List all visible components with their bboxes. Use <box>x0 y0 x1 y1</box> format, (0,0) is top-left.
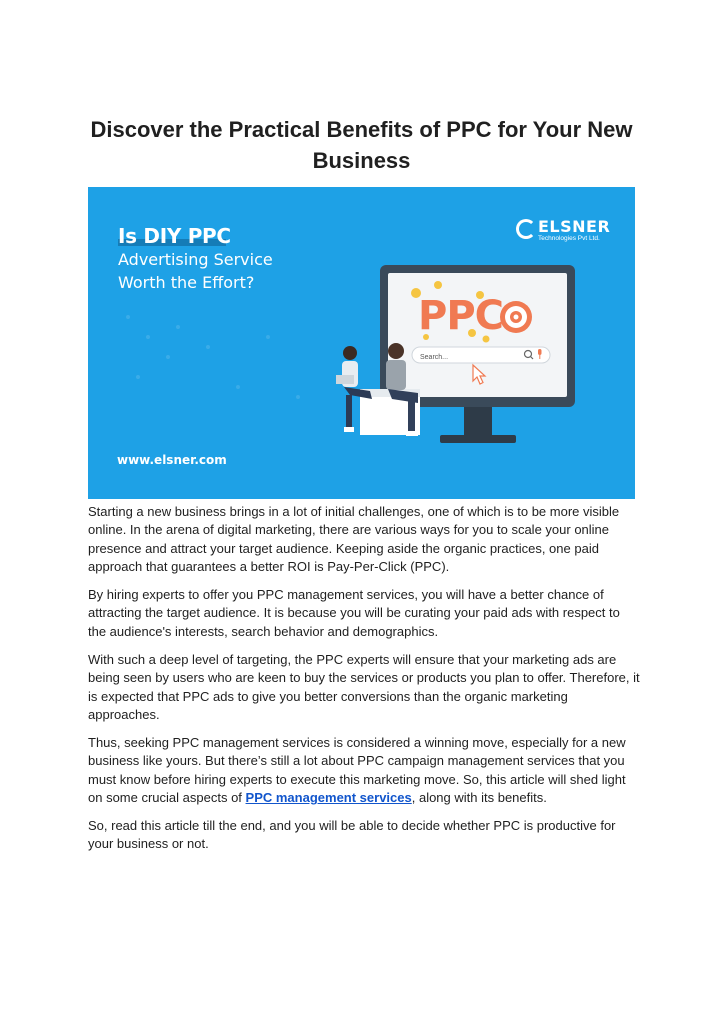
search-placeholder: Search... <box>420 354 449 361</box>
paragraph-winning-move <box>88 734 640 808</box>
brand-name: ELSNER <box>538 217 611 236</box>
hero-subline-1: Advertising Service <box>118 250 273 269</box>
hero-url: www.elsner.com <box>117 453 227 467</box>
hero-headline: Is DIY PPC <box>118 224 231 248</box>
hero-banner <box>88 187 635 499</box>
brand-tagline: Technologies Pvt Ltd. <box>538 235 600 242</box>
monitor-stand <box>440 435 516 443</box>
target-icon <box>500 301 532 333</box>
hero-subline-2: Worth the Effort? <box>118 273 255 292</box>
brand-mark-icon <box>516 219 536 239</box>
ppc-graphic-text: PPC <box>418 293 503 339</box>
paragraph-winning-move-text: Thus, seeking PPC management services is considered a winning move, especially for a new business like yours. But there’s still a lot about PPC campaign management services that you must know before hiring experts to execute this marketing move. So, this article will shed light on some crucial aspects of <box>88 735 626 806</box>
paragraph-intro: Starting a new business brings in a lot of initial challenges, one of which is to be more visible online. In the arena of digital marketing, there are various ways for you to scale your online presence and attract your target audience. Keeping aside the organic practices, one paid approach that guarantees a better ROI is Pay-Per-Click (PPC). <box>88 504 620 575</box>
page-title: Discover the Practical Benefits of PPC for Your New Business <box>90 117 633 173</box>
paragraph-hiring-experts: By hiring experts to offer you PPC management services, you will have a better chance of attracting the target audience. It is because you will be curating your paid ads with respect to the audience's interests, search behavior and demographics. <box>88 587 620 639</box>
ppc-management-services-link[interactable]: PPC management services <box>245 790 412 806</box>
paragraph-targeting: With such a deep level of targeting, the PPC experts will ensure that your marketing ads are being seen by users who are keen to buy the services or products you plan to offer. Therefore, it is expected that PPC ads to give you better conversions than the organic marketing approaches. <box>88 652 640 723</box>
background-dots <box>126 315 300 399</box>
paragraph-conclusion: So, read this article till the end, and you will be able to decide whether PPC is productive for your business or not. <box>88 818 616 852</box>
paragraph-winning-move-tail: , along with its benefits. <box>411 790 547 806</box>
monitor-neck <box>464 407 492 437</box>
